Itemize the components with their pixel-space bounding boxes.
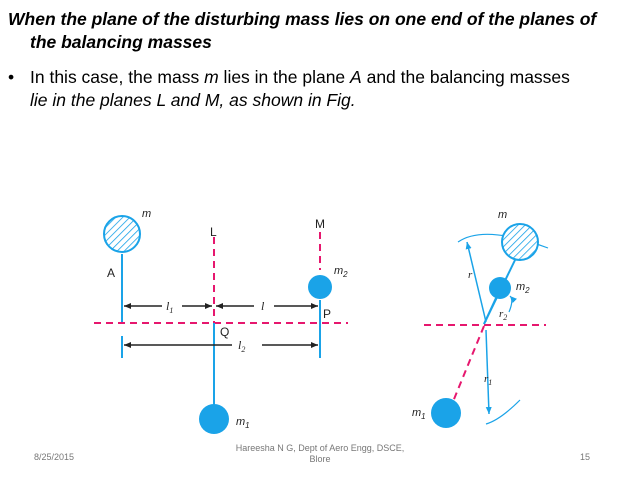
arm-m1 <box>452 326 484 404</box>
label-l1: $l_1$ <box>166 299 174 315</box>
label-r1: $r_1$ <box>484 373 493 387</box>
label-r2: $r_2$ <box>499 308 508 322</box>
label-r: r <box>468 269 473 281</box>
footer-author-line1: Hareesha N G, Dept of Aero Engg, DSCE, <box>235 443 405 453</box>
radius-r-arrow <box>467 242 486 322</box>
heading-line-2: the balancing masses <box>30 32 212 52</box>
heading-line-1: When the plane of the disturbing mass lies on one end of the planes of <box>8 9 597 29</box>
footer-author-line2: Blore <box>309 454 331 464</box>
balancing-mass-m2 <box>308 275 332 299</box>
balancing-mass-m1 <box>199 404 229 434</box>
arc-bottom <box>486 400 520 424</box>
label-m: m <box>142 208 152 220</box>
label-m-right: m <box>498 209 508 221</box>
label-m1-right: $m_1$ <box>412 407 426 421</box>
disturbing-mass-m <box>104 216 140 252</box>
label-m1: $m_1$ <box>236 416 250 430</box>
footer-page-number: 15 <box>580 452 591 462</box>
label-M: M <box>315 217 325 231</box>
label-P: P <box>323 307 332 321</box>
footer-date: 8/25/2015 <box>34 452 75 462</box>
r2-arc <box>509 296 512 312</box>
balancing-mass-m1-right <box>431 398 461 428</box>
label-m2: $m_2$ <box>334 265 348 279</box>
label-A: A <box>107 266 116 280</box>
left-diagram <box>94 208 348 434</box>
bullet-marker: • <box>8 67 15 87</box>
label-l2: $l_2$ <box>238 338 246 354</box>
bullet-text: In this case, the mass m lies in the plane A and the balancing masses lie in the planes L and M, as shown in Fig. <box>30 67 570 110</box>
label-Q: Q <box>220 325 230 339</box>
radius-r1-arrow <box>486 330 489 414</box>
label-L: L <box>210 225 217 239</box>
disturbing-mass-m-right <box>502 224 538 260</box>
label-m2-right: $m_2$ <box>516 281 530 295</box>
footer-author <box>200 443 440 465</box>
arm-m2 <box>484 298 496 324</box>
right-diagram <box>412 209 548 428</box>
balancing-mass-m2-right <box>489 277 511 299</box>
label-l: l <box>261 299 265 313</box>
